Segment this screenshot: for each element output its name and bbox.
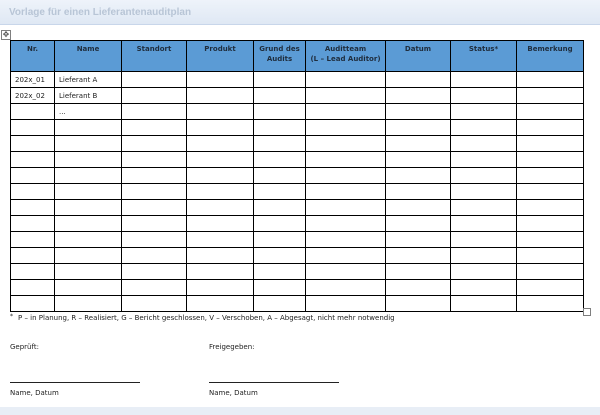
table-cell[interactable] bbox=[122, 248, 187, 264]
table-cell[interactable] bbox=[55, 264, 122, 280]
table-cell[interactable] bbox=[517, 248, 584, 264]
table-cell[interactable]: 202x_02 bbox=[11, 88, 55, 104]
table-cell[interactable] bbox=[517, 296, 584, 312]
table-cell[interactable] bbox=[122, 104, 187, 120]
table-cell[interactable] bbox=[11, 152, 55, 168]
table-cell[interactable] bbox=[55, 296, 122, 312]
table-cell[interactable] bbox=[187, 296, 254, 312]
table-row bbox=[11, 88, 584, 104]
signature-line-approved bbox=[209, 382, 339, 383]
table-cell[interactable] bbox=[187, 184, 254, 200]
table-cell[interactable] bbox=[122, 184, 187, 200]
table-row bbox=[11, 72, 584, 88]
table-cell[interactable] bbox=[254, 248, 306, 264]
table-cell[interactable]: ... bbox=[55, 104, 122, 120]
table-cell[interactable] bbox=[306, 72, 386, 88]
column-header bbox=[517, 41, 584, 72]
table-body bbox=[11, 72, 584, 312]
table-cell[interactable] bbox=[122, 88, 187, 104]
table-row bbox=[11, 120, 584, 136]
table-cell[interactable] bbox=[386, 216, 451, 232]
table-cell[interactable] bbox=[306, 168, 386, 184]
table-cell[interactable] bbox=[306, 120, 386, 136]
checked-label: Geprüft: bbox=[10, 343, 39, 351]
table-cell[interactable] bbox=[254, 120, 306, 136]
table-cell[interactable] bbox=[254, 264, 306, 280]
table-cell[interactable] bbox=[386, 264, 451, 280]
table-cell[interactable] bbox=[306, 152, 386, 168]
footnote-marker: * bbox=[10, 313, 13, 320]
table-cell[interactable] bbox=[254, 280, 306, 296]
table-row bbox=[11, 152, 584, 168]
table-cell[interactable] bbox=[451, 280, 517, 296]
table-cell[interactable] bbox=[386, 104, 451, 120]
column-header-label: Datum bbox=[404, 45, 432, 53]
table-cell[interactable] bbox=[122, 232, 187, 248]
table-cell[interactable] bbox=[254, 232, 306, 248]
table-cell[interactable]: 202x_01 bbox=[11, 72, 55, 88]
approved-label: Freigegeben: bbox=[209, 343, 255, 351]
audit-plan-table bbox=[10, 40, 584, 312]
table-cell[interactable] bbox=[451, 152, 517, 168]
table-cell[interactable] bbox=[55, 136, 122, 152]
column-header-label: Bemerkung bbox=[527, 45, 573, 53]
table-cell[interactable] bbox=[55, 152, 122, 168]
table-cell[interactable] bbox=[386, 72, 451, 88]
table-cell[interactable] bbox=[306, 136, 386, 152]
table-cell[interactable] bbox=[306, 280, 386, 296]
table-cell[interactable] bbox=[306, 200, 386, 216]
table-row bbox=[11, 296, 584, 312]
column-header bbox=[254, 41, 306, 72]
table-cell[interactable] bbox=[11, 104, 55, 120]
column-header bbox=[122, 41, 187, 72]
table-cell[interactable] bbox=[254, 152, 306, 168]
table-cell[interactable] bbox=[122, 296, 187, 312]
column-header-sublabel: Audits bbox=[266, 55, 293, 63]
column-header-label: Auditteam bbox=[324, 45, 367, 53]
table-cell[interactable] bbox=[11, 264, 55, 280]
column-header-label: Standort bbox=[136, 45, 172, 53]
table-cell[interactable] bbox=[55, 168, 122, 184]
table-cell[interactable] bbox=[386, 296, 451, 312]
table-cell[interactable] bbox=[386, 184, 451, 200]
table-cell[interactable] bbox=[11, 168, 55, 184]
table-row bbox=[11, 216, 584, 232]
table-cell[interactable] bbox=[517, 216, 584, 232]
table-cell[interactable] bbox=[55, 120, 122, 136]
table-cell[interactable] bbox=[55, 184, 122, 200]
table-cell[interactable]: Lieferant B bbox=[55, 88, 122, 104]
table-cell[interactable] bbox=[517, 280, 584, 296]
table-cell[interactable] bbox=[55, 200, 122, 216]
table-cell[interactable] bbox=[517, 184, 584, 200]
table-cell[interactable] bbox=[122, 280, 187, 296]
table-cell[interactable] bbox=[517, 200, 584, 216]
table-cell[interactable] bbox=[11, 296, 55, 312]
table-cell[interactable] bbox=[254, 296, 306, 312]
column-header-sublabel: (L – Lead Auditor) bbox=[310, 55, 381, 63]
table-cell[interactable] bbox=[306, 104, 386, 120]
table-cell[interactable] bbox=[386, 152, 451, 168]
table-cell[interactable] bbox=[187, 216, 254, 232]
column-header bbox=[306, 41, 386, 72]
table-row bbox=[11, 280, 584, 296]
table-cell[interactable] bbox=[55, 232, 122, 248]
table-cell[interactable] bbox=[55, 216, 122, 232]
column-header-label: Name bbox=[76, 45, 100, 53]
column-header-label: Grund des bbox=[259, 45, 300, 53]
table-cell[interactable] bbox=[11, 280, 55, 296]
table-cell[interactable] bbox=[122, 264, 187, 280]
table-cell[interactable] bbox=[451, 168, 517, 184]
table-cell[interactable] bbox=[386, 168, 451, 184]
table-cell[interactable] bbox=[517, 136, 584, 152]
column-header bbox=[11, 41, 55, 72]
table-cell[interactable] bbox=[122, 216, 187, 232]
table-cell[interactable] bbox=[11, 232, 55, 248]
table-cell[interactable] bbox=[451, 104, 517, 120]
table-row bbox=[11, 200, 584, 216]
table-cell[interactable] bbox=[254, 216, 306, 232]
table-cell[interactable] bbox=[254, 104, 306, 120]
table-cell[interactable] bbox=[386, 248, 451, 264]
document-title: Vorlage für einen Lieferantenauditplan bbox=[9, 7, 192, 18]
table-cell[interactable] bbox=[386, 232, 451, 248]
table-cell[interactable] bbox=[306, 184, 386, 200]
footnote-text: P – in Planung, R – Realisiert, G – Bericht geschlossen, V – Verschoben, A – Abgesagt, nicht mehr notwendig bbox=[18, 314, 395, 322]
table-cell[interactable] bbox=[254, 88, 306, 104]
table-cell[interactable] bbox=[451, 184, 517, 200]
table-cell[interactable] bbox=[254, 72, 306, 88]
table-row bbox=[11, 232, 584, 248]
table-cell[interactable] bbox=[187, 72, 254, 88]
table-cell[interactable] bbox=[11, 120, 55, 136]
table-row bbox=[11, 168, 584, 184]
table-cell[interactable] bbox=[187, 104, 254, 120]
table-cell[interactable] bbox=[517, 152, 584, 168]
table-row bbox=[11, 248, 584, 264]
table-cell[interactable] bbox=[187, 232, 254, 248]
table-cell[interactable] bbox=[386, 88, 451, 104]
table-header-row bbox=[11, 41, 584, 72]
signature-line-checked bbox=[10, 382, 140, 383]
table-row bbox=[11, 184, 584, 200]
table-cell[interactable] bbox=[187, 152, 254, 168]
table-cell[interactable] bbox=[254, 200, 306, 216]
table-cell[interactable] bbox=[187, 168, 254, 184]
table-cell[interactable] bbox=[517, 168, 584, 184]
table-cell[interactable] bbox=[451, 72, 517, 88]
table-cell[interactable] bbox=[11, 136, 55, 152]
table-cell[interactable] bbox=[517, 120, 584, 136]
table-cell[interactable] bbox=[386, 200, 451, 216]
table-resize-handle[interactable] bbox=[583, 308, 591, 316]
table-cell[interactable] bbox=[451, 248, 517, 264]
table-cell[interactable] bbox=[451, 136, 517, 152]
window-header bbox=[0, 0, 600, 25]
table-cell[interactable] bbox=[122, 120, 187, 136]
table-cell[interactable] bbox=[11, 184, 55, 200]
column-header bbox=[451, 41, 517, 72]
table-row bbox=[11, 104, 584, 120]
table-cell[interactable] bbox=[187, 136, 254, 152]
table-cell[interactable] bbox=[11, 216, 55, 232]
table-cell[interactable] bbox=[55, 248, 122, 264]
table-cell[interactable] bbox=[254, 136, 306, 152]
table-cell[interactable]: Lieferant A bbox=[55, 72, 122, 88]
name-date-label-checked: Name, Datum bbox=[10, 389, 59, 397]
table-cell[interactable] bbox=[306, 248, 386, 264]
table-cell[interactable] bbox=[517, 264, 584, 280]
table-cell[interactable] bbox=[254, 168, 306, 184]
table-cell[interactable] bbox=[122, 152, 187, 168]
table-cell[interactable] bbox=[122, 168, 187, 184]
status-footnote bbox=[10, 314, 395, 322]
table-cell[interactable] bbox=[386, 136, 451, 152]
table-cell[interactable] bbox=[187, 264, 254, 280]
table-cell[interactable] bbox=[11, 200, 55, 216]
table-cell[interactable] bbox=[451, 200, 517, 216]
name-date-label-approved: Name, Datum bbox=[209, 389, 258, 397]
table-cell[interactable] bbox=[451, 232, 517, 248]
window-footer bbox=[0, 407, 600, 415]
table-cell[interactable] bbox=[517, 88, 584, 104]
table-cell[interactable] bbox=[254, 184, 306, 200]
column-header bbox=[386, 41, 451, 72]
table-cell[interactable] bbox=[55, 280, 122, 296]
table-cell[interactable] bbox=[187, 280, 254, 296]
column-header bbox=[55, 41, 122, 72]
table-cell[interactable] bbox=[386, 280, 451, 296]
table-cell[interactable] bbox=[122, 136, 187, 152]
table-cell[interactable] bbox=[306, 216, 386, 232]
table-cell[interactable] bbox=[306, 232, 386, 248]
table-cell[interactable] bbox=[451, 88, 517, 104]
column-header bbox=[187, 41, 254, 72]
table-cell[interactable] bbox=[11, 248, 55, 264]
table-cell[interactable] bbox=[386, 120, 451, 136]
table-cell[interactable] bbox=[187, 120, 254, 136]
table-cell[interactable] bbox=[187, 248, 254, 264]
table-cell[interactable] bbox=[517, 72, 584, 88]
table-row bbox=[11, 136, 584, 152]
table-cell[interactable] bbox=[451, 264, 517, 280]
table-cell[interactable] bbox=[517, 104, 584, 120]
table-cell[interactable] bbox=[187, 200, 254, 216]
table-cell[interactable] bbox=[451, 120, 517, 136]
table-cell[interactable] bbox=[306, 296, 386, 312]
table-cell[interactable] bbox=[517, 232, 584, 248]
table-cell[interactable] bbox=[122, 72, 187, 88]
column-header-label: Nr. bbox=[27, 45, 38, 53]
table-cell[interactable] bbox=[187, 88, 254, 104]
table-cell[interactable] bbox=[306, 88, 386, 104]
column-header-label: Produkt bbox=[204, 45, 236, 53]
table-row bbox=[11, 264, 584, 280]
column-header-label: Status* bbox=[468, 45, 499, 53]
table-cell[interactable] bbox=[306, 264, 386, 280]
table-cell[interactable] bbox=[451, 216, 517, 232]
table-cell[interactable] bbox=[122, 200, 187, 216]
table-move-handle-icon[interactable]: ✥ bbox=[2, 30, 10, 39]
table-cell[interactable] bbox=[451, 296, 517, 312]
